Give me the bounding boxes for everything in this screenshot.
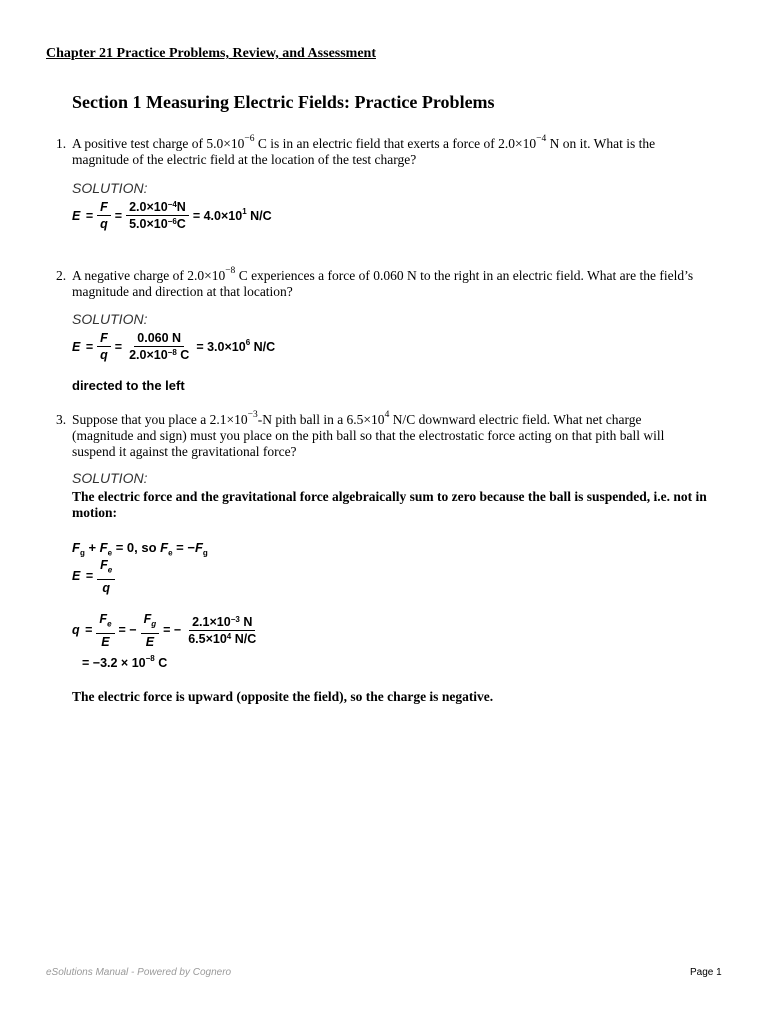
solution-label: SOLUTION: (72, 311, 148, 327)
solution-explanation: The electric force and the gravitational force algebraically sum to zero because the ball is suspended, i.e. not in motion: (72, 489, 707, 520)
equation-1: E = $\frac{F}{q}$ = $\frac{2.0\times 10^{-4}N}{5.0\times 10^{-6}C}$ = $4.0\times 10^1$ N/C (72, 200, 272, 231)
page-number: Page 1 (690, 967, 722, 978)
problem-number: 1. (56, 136, 67, 151)
problem-3 (56, 412, 696, 460)
problem-1 (56, 136, 696, 168)
solution-label: SOLUTION: (72, 180, 148, 196)
equation-3a: $F_g + F_e = 0$, so $F_e = -F_g$ (72, 540, 208, 558)
solution-conclusion: The electric force is upward (opposite the field), so the charge is negative. (72, 689, 494, 704)
equation-2: E = $\frac{F}{q}$ = $\frac{0.060 N}{2.0\times 10^{-8} C}$ = $3.0\times 10^6$ N/C (72, 331, 276, 362)
problem-text: A positive test charge of $5.0\times 10^{-6}$ C is in an electric field that exerts a force of $2.0\times 10^{-4}$ N on it. What is the magnitude of the electric field at the location of the test charge? (72, 134, 656, 167)
chapter-title: Chapter 21 Practice Problems, Review, and Assessment (46, 46, 376, 61)
problem-text: Suppose that you place a $2.1\times 10^{-3}-N$ pith ball in a $6.5\times 10^4$ N/C downward electric field. What net charge (magnitude and sign) must you place on the pith ball so that the electrostatic force acting on that pith ball will suspend it against the gravitational force? (72, 410, 665, 459)
problem-number: 2. (56, 268, 67, 283)
equation-3b: E = $\frac{F_e}{q}$ (72, 558, 117, 595)
section-title: Section 1 Measuring Electric Fields: Practice Problems (72, 92, 495, 112)
equation-3d: = $-3.2 \times 10^{-8}$ C (82, 654, 168, 670)
solution-label: SOLUTION: (72, 470, 148, 486)
answer-note: directed to the left (72, 378, 185, 393)
equation-3c: q = $\frac{F_e}{E}$ = − $\frac{F_g}{E}$ = − $\frac{2.1\times 10^{-3} N}{6.5\times 10^4 N/C}$ (72, 612, 257, 649)
problem-number: 3. (56, 412, 67, 427)
problem-2 (56, 268, 696, 300)
footer-credit: eSolutions Manual - Powered by Cognero (46, 967, 232, 978)
problem-text: A negative charge of $2.0\times 10^{-8}$ C experiences a force of 0.060 N to the right in an electric field. What are the field’s magnitude and direction at that location? (72, 266, 694, 299)
